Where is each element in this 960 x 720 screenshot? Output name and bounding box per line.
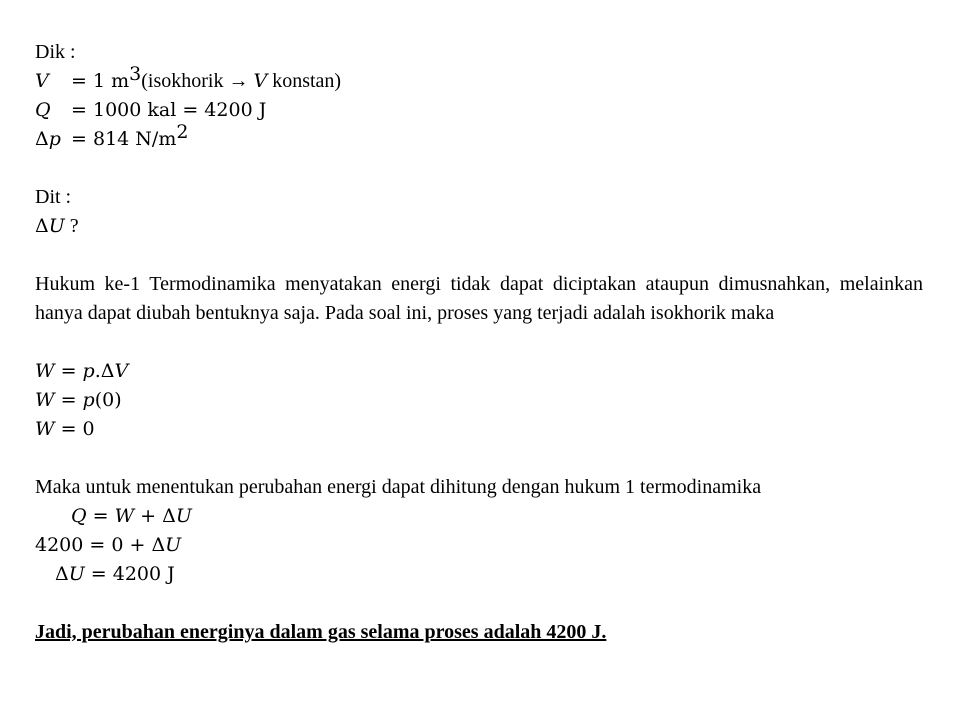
asked-question-mark: ? xyxy=(64,215,79,237)
volume-note: (isokhorik → xyxy=(141,70,254,92)
work-symbol: W xyxy=(114,505,135,527)
given-heat xyxy=(35,96,923,125)
work-equation-3 xyxy=(35,415,923,444)
pressure-symbol: p xyxy=(82,389,95,411)
plus-delta: + Δ xyxy=(134,505,176,527)
pressure-exponent: 2 xyxy=(176,121,189,143)
result-equation xyxy=(35,560,923,589)
volume-symbol: V xyxy=(114,360,129,382)
spacer xyxy=(35,444,923,473)
heat-number: 4200 xyxy=(35,534,84,556)
substituted-rhs: = 0 + Δ xyxy=(83,534,166,556)
asked-variable: U xyxy=(48,215,65,237)
asked-quantity xyxy=(35,212,923,241)
equals: = xyxy=(54,360,83,382)
method-sentence: Maka untuk menentukan perubahan energi dapat dihitung dengan hukum 1 termodinamika xyxy=(35,476,762,498)
explanation-paragraph: Hukum ke-1 Termodinamika menyatakan energi tidak dapat diciptakan ataupun dimusnahkan, melainkan hanya dapat diubah bentuknya saja. Pada soal ini, proses yang terjadi adalah isokhorik maka xyxy=(35,273,923,324)
pressure-symbol: p xyxy=(82,360,95,382)
work-result: = 0 xyxy=(54,418,95,440)
first-law-equation xyxy=(35,502,923,531)
spacer xyxy=(35,154,923,183)
solution-document xyxy=(35,38,923,647)
pressure-symbol xyxy=(35,125,65,154)
delta-symbol: Δ xyxy=(35,128,49,150)
given-label: Dik : xyxy=(35,41,76,63)
heat-value: = 1000 kal = 4200 J xyxy=(65,99,267,121)
work-equation-2 xyxy=(35,386,923,415)
energy-symbol: U xyxy=(68,563,85,585)
heat-symbol: Q xyxy=(71,505,87,527)
energy-symbol: U xyxy=(165,534,182,556)
energy-symbol: U xyxy=(175,505,192,527)
work-symbol: W xyxy=(35,389,55,411)
volume-note-symbol: V xyxy=(253,70,268,92)
volume-note-end: konstan) xyxy=(267,70,342,92)
volume-symbol: V xyxy=(35,70,49,92)
volume-exponent: 3 xyxy=(129,63,142,85)
pressure-value: = 814 N/m xyxy=(65,128,177,150)
zero-term: (0) xyxy=(94,389,122,411)
work-symbol: W xyxy=(35,418,55,440)
heat-symbol: Q xyxy=(35,99,51,121)
volume-value: = 1 m xyxy=(65,70,130,92)
equals: = xyxy=(86,505,115,527)
substitution-equation xyxy=(35,531,923,560)
asked-delta: Δ xyxy=(35,215,49,237)
conclusion-sentence: Jadi, perubahan energinya dalam gas selama proses adalah 4200 J. xyxy=(35,621,607,643)
equals: = xyxy=(54,389,83,411)
spacer xyxy=(35,241,923,270)
pressure-variable: p xyxy=(48,128,61,150)
delta-symbol: Δ xyxy=(55,563,69,585)
given-volume xyxy=(35,63,923,96)
work-equation-1 xyxy=(35,357,923,386)
spacer xyxy=(35,328,923,357)
spacer xyxy=(35,589,923,618)
dot-delta: .Δ xyxy=(94,360,115,382)
given-pressure-change xyxy=(35,121,923,154)
asked-label: Dit : xyxy=(35,186,72,208)
work-symbol: W xyxy=(35,360,55,382)
result-value: = 4200 J xyxy=(84,563,175,585)
